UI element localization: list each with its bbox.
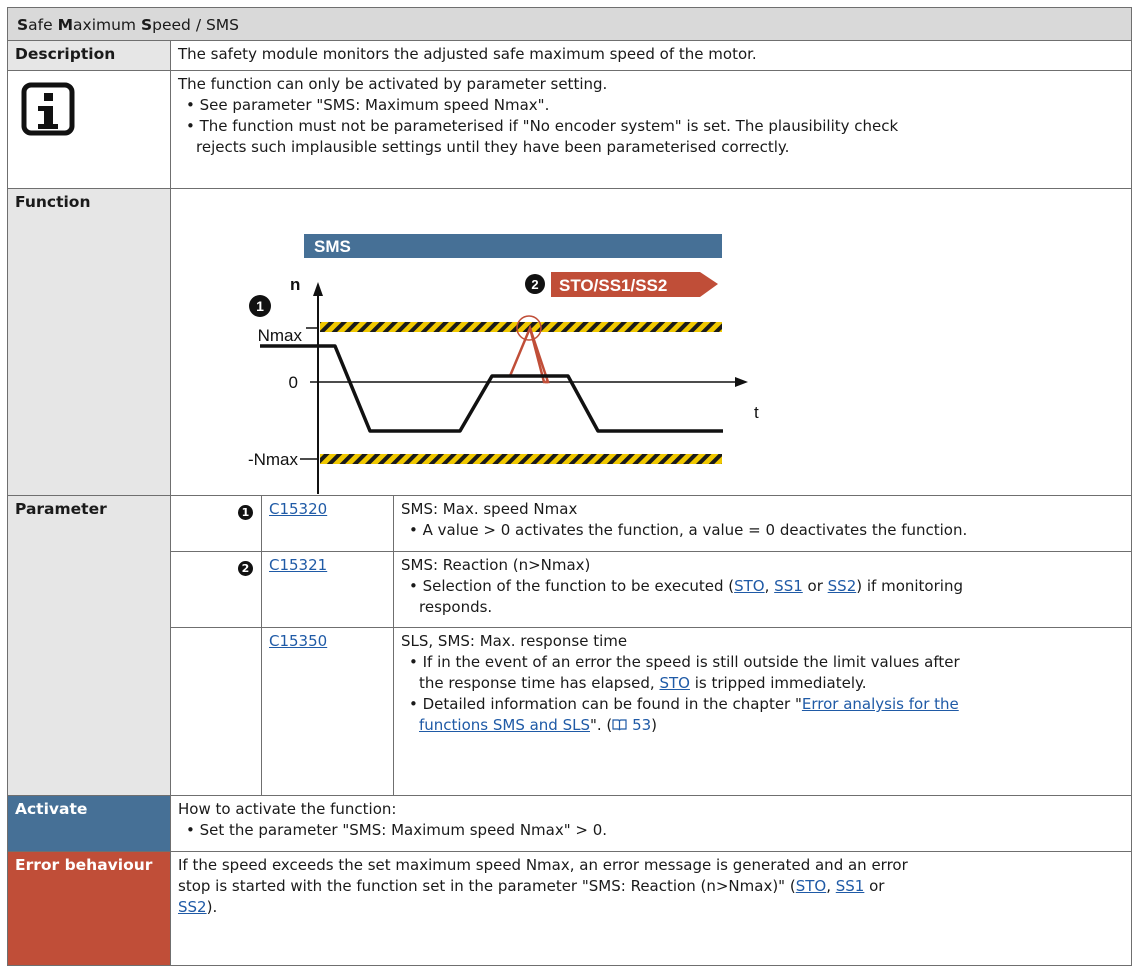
param-1-code-cell: [261, 495, 393, 551]
table-border-left: [7, 7, 8, 966]
sms-banner-label: SMS: [314, 237, 351, 256]
error-text-end: or: [864, 877, 885, 895]
param-2-code-cell: [261, 551, 393, 627]
error-behaviour-text: [170, 851, 1132, 966]
y-axis-label: n: [290, 275, 301, 294]
separator: ,: [764, 577, 775, 595]
error-behaviour-label: Error behaviour: [7, 851, 170, 966]
error-text: stop is started with the function set in the parameter "SMS: Reaction (n>Nmax)" (: [178, 877, 796, 895]
param-2-bullet-text: • Selection of the function to be executed (: [409, 577, 735, 595]
ss2-link[interactable]: SS2: [827, 577, 857, 595]
param-3-text: • Detailed information can be found in the chapter ": [409, 695, 802, 713]
title-text: afe: [28, 16, 58, 34]
sto-link[interactable]: STO: [659, 674, 690, 692]
param-3-text: the response time has elapsed,: [419, 674, 660, 692]
note-line: The function can only be activated by parameter setting.: [178, 75, 608, 93]
param-2-desc: [393, 551, 1132, 627]
param-3-marker-cell: [170, 627, 261, 795]
activate-bullet: • Set the parameter "SMS: Maximum speed Nmax" > 0.: [186, 821, 608, 839]
param-1-title: SMS: Max. speed Nmax: [401, 500, 578, 518]
param-3-title: SLS, SMS: Max. response time: [401, 632, 628, 650]
error-analysis-link[interactable]: functions SMS and SLS: [419, 716, 590, 734]
page-ref-link[interactable]: 53: [632, 716, 652, 734]
note-icon-cell: [7, 70, 170, 188]
row-divider: [7, 70, 1132, 71]
table-border-top: [7, 7, 1132, 8]
activate-label: Activate: [7, 795, 170, 851]
y-axis-arrow: [313, 282, 323, 296]
page-ref-close: ): [651, 716, 658, 734]
note-text: [170, 70, 1132, 188]
row-divider: [7, 40, 1132, 41]
param-3-bullet-continued: [401, 715, 1124, 736]
separator: ,: [826, 877, 836, 895]
error-line: [178, 897, 1124, 918]
zero-label: 0: [288, 373, 298, 392]
nmax-label: Nmax: [257, 326, 302, 345]
param-3-text-end: is tripped immediately.: [689, 674, 867, 692]
sto-link[interactable]: STO: [734, 577, 765, 595]
description-label: Description: [7, 40, 170, 70]
row-divider: [7, 188, 1132, 189]
param-2-marker-cell: [170, 551, 261, 627]
x-axis-label: t: [754, 403, 759, 422]
neg-nmax-label: -Nmax: [247, 450, 298, 469]
title-initial: S: [140, 16, 153, 34]
param-2-title: SMS: Reaction (n>Nmax): [401, 556, 591, 574]
note-bullet: • The function must not be parameterised if "No encoder system" is set. The plausibility check: [186, 117, 899, 135]
title-initial: M: [57, 16, 74, 34]
parameter-label: Parameter: [7, 495, 170, 795]
ss1-link[interactable]: SS1: [774, 577, 803, 595]
separator: or: [802, 577, 828, 595]
row-divider: [7, 495, 1132, 496]
activate-text: [170, 795, 1132, 851]
param-3-code-link[interactable]: C15350: [269, 632, 328, 650]
note-bullet: • See parameter "SMS: Maximum speed Nmax".: [186, 96, 550, 114]
description-text: The safety module monitors the adjusted safe maximum speed of the motor.: [178, 45, 757, 63]
ss1-link[interactable]: SS1: [835, 877, 865, 895]
param-2-bullet-continued: responds.: [419, 598, 493, 616]
sms-function-table: [7, 7, 1132, 966]
title-text: peed / SMS: [152, 16, 240, 34]
param-2-code-link[interactable]: C15321: [269, 556, 328, 574]
function-label: Function: [7, 188, 170, 495]
param-3-bullet: • If in the event of an error the speed is still outside the limit values after: [409, 653, 960, 671]
marker-2-number: 2: [531, 277, 539, 292]
param-1-marker: 1: [238, 505, 253, 520]
nmax-limit-hatch: [320, 322, 722, 332]
table-border-bottom: [7, 965, 1132, 966]
activate-line: How to activate the function:: [178, 800, 397, 818]
error-text-end: ).: [206, 898, 218, 916]
ss2-link[interactable]: SS2: [178, 898, 207, 916]
param-3-text: ". (: [590, 716, 613, 734]
x-axis-arrow: [735, 377, 748, 387]
speed-trace: [260, 346, 723, 431]
param-3-bullet: [401, 694, 1124, 715]
column-divider: [261, 495, 262, 795]
param-3-code-cell: [261, 627, 393, 795]
row-divider: [170, 551, 1132, 552]
note-bullet-continued: rejects such implausible settings until they have been parameterised correctly.: [196, 138, 790, 156]
column-divider: [170, 40, 171, 966]
param-2-bullet: [401, 576, 1124, 597]
row-divider: [7, 851, 1132, 852]
error-line: If the speed exceeds the set maximum speed Nmax, an error message is generated and an error: [178, 856, 908, 874]
error-analysis-link[interactable]: Error analysis for the: [801, 695, 959, 713]
reaction-label: STO/SS1/SS2: [559, 276, 668, 295]
column-divider: [393, 495, 394, 795]
param-1-desc: [393, 495, 1132, 551]
param-1-marker-cell: [170, 495, 261, 551]
function-diagram-cell: [170, 188, 1132, 495]
param-1-bullet: • A value > 0 activates the function, a value = 0 deactivates the function.: [409, 521, 968, 539]
neg-nmax-limit-hatch: [320, 454, 722, 464]
book-icon: [612, 719, 627, 731]
row-divider: [170, 627, 1132, 628]
sms-banner: [304, 234, 722, 258]
row-divider: [7, 795, 1132, 796]
title-initial: S: [17, 16, 29, 34]
marker-1-number: 1: [256, 298, 264, 314]
sto-link[interactable]: STO: [795, 877, 827, 895]
title-text: aximum: [73, 16, 141, 34]
param-3-desc: [393, 627, 1132, 795]
table-title: [17, 16, 239, 34]
param-3-bullet-continued: [401, 673, 1124, 694]
table-border-right: [1131, 7, 1132, 966]
error-line: [178, 876, 1124, 897]
info-icon: [21, 82, 75, 136]
param-2-marker: 2: [238, 561, 253, 576]
table-header: [7, 7, 1132, 40]
param-1-code-link[interactable]: C15320: [269, 500, 328, 518]
sms-speed-diagram: [170, 188, 770, 495]
param-2-bullet-text-end: ) if monitoring: [856, 577, 963, 595]
